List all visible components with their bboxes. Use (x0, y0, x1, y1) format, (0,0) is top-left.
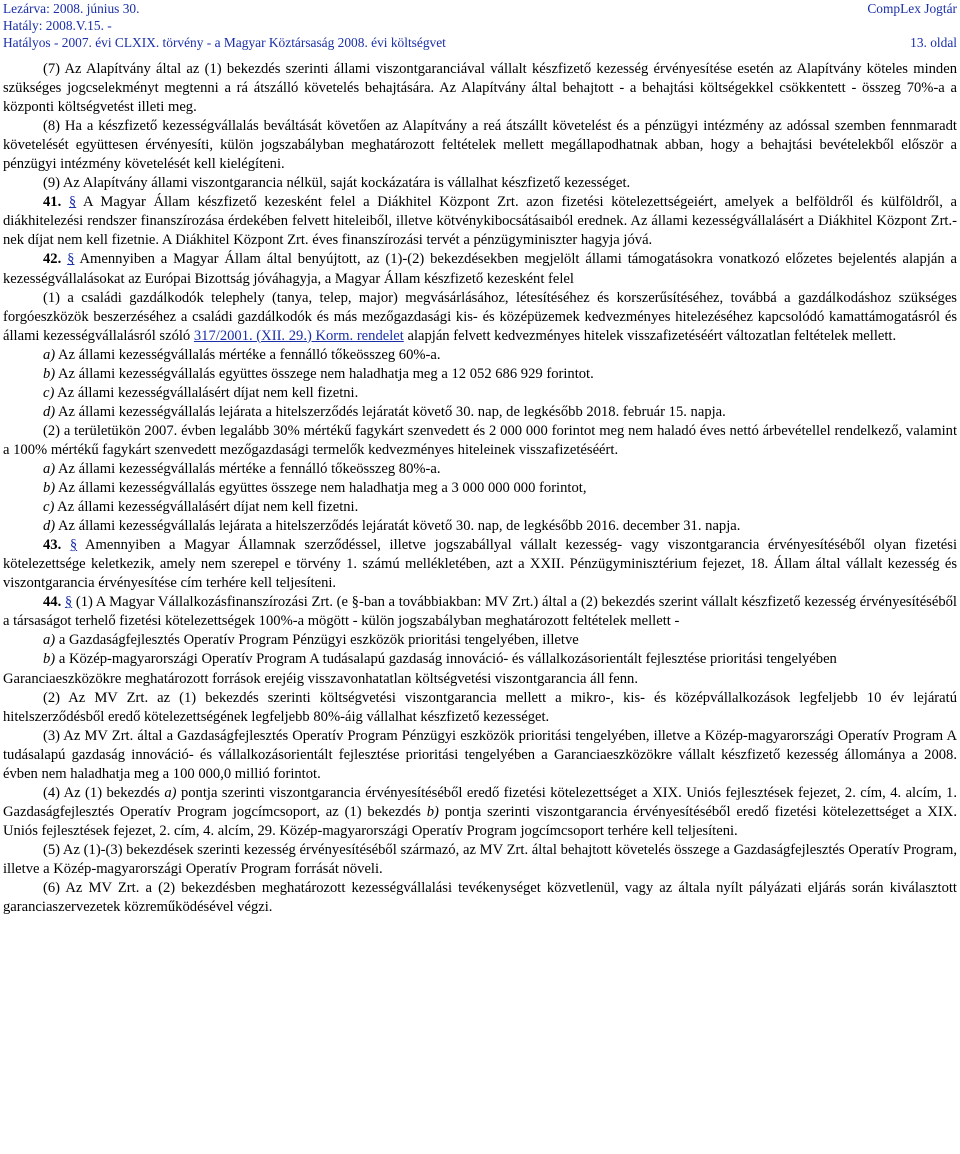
section-44-text: (1) A Magyar Vállalkozásfinanszírozási Zrt. (e §-ban a továbbiakban: MV Zrt.) által a (2) bekezdés szerint vállalt készfizető kezesség érvényesítéséből a társaságot terhelő fizetési kötelezettségek 100%-a mögött - külön jogszabályban meghatározott feltételek mellett - (3, 594, 957, 630)
section-42-text: Amennyiben a Magyar Állam által benyújtott, az (1)-(2) bekezdésekben megjelölt állami támogatásokra vonatkozó előzetes bejelentés alapján a kezességvállalásokat az Európai Bizottság jóváhagyja, a Magyar Állam készfizető kezesként felel (3, 251, 957, 287)
section-42-item-1-text-b: alapján felvett kedvezményes hitelek visszafizetéséért változatlan feltételek mellett. (403, 327, 897, 344)
act-title: Hatályos - 2007. évi CLXIX. törvény - a Magyar Köztársaság 2008. évi költségvet (3, 35, 446, 50)
section-44-paragraph-2: (2) Az MV Zrt. az (1) bekezdés szerinti költségvetési viszontgarancia mellett a mikro-, kis- és középvállalkozások legfeljebb 10 év lejáratú hitelszerződésből eredő kötelezettségének legfeljebb 80%-áig vállalhat készfizető kezességet. (3, 689, 957, 725)
section-42-item-1b (3, 365, 957, 384)
section-41-text: A Magyar Állam készfizető kezesként felel a Diákhitel Központ Zrt. azon fizetési kötelezettségeiért, amelyek a belföldről és külföldről, a diákhitelezési rendszer finanszírozása érdekében felvett hiteleiből, illetve kötvénykibocsátásaiból erednek. Az állami kezességvállalásért a Diákhitel Központ Zrt.-nek díjat nem kell fizetnie. A Diákhitel Központ Zrt. éves finanszírozási tervét a pénzügyminiszter hagyja jóvá. (3, 194, 957, 249)
document-body (3, 60, 957, 917)
point-text: Az állami kezességvállalás lejárata a hitelszerződés lejáratát követő 30. nap, de legkésőbb 2016. december 31. napja. (55, 518, 741, 535)
section-44-paragraph-5: (5) Az (1)-(3) bekezdések szerinti kezesség érvényesítéséből származó, az MV Zrt. által behajtott követelés összege a Gazdaságfejlesztés Operatív Program, illetve a Közép-magyarországi Operatív Program forrását növeli. (3, 841, 957, 877)
section-44 (3, 593, 957, 631)
point-label: a) (43, 460, 56, 477)
section-42-item-1 (3, 289, 957, 346)
section-41 (3, 193, 957, 250)
section-44-number: 44. (43, 594, 62, 611)
header-row-3 (3, 34, 957, 51)
section-42-item-2d (3, 517, 957, 536)
point-text: a Gazdaságfejlesztés Operatív Program Pénzügyi eszközök prioritási tengelyében, illetve (55, 632, 579, 649)
section-41-link[interactable]: § (68, 194, 77, 211)
paragraph-8: (8) Ha a készfizető kezességvállalás beváltását követően az Alapítvány a reá átszállt követelést és a pénzügyi intézmény az adóssal szemben fennmaradt követelését együttesen érvényesíti, külön jogszabályban meghatározott feltételek mellett megállapodhatnak abban, hogy a behajtási bevételekből először a pénzügyi intézmény követelését kell kielégíteni. (3, 118, 957, 173)
section-44-point-a (3, 631, 957, 650)
page-header (3, 0, 957, 51)
point-text: Az állami kezességvállalás együttes összege nem haladhatja meg a 12 052 686 929 forintot. (55, 365, 594, 382)
point-label: c) (43, 499, 55, 516)
section-42-item-2a (3, 460, 957, 479)
point-label: b) (43, 480, 56, 497)
p4-point-b: b) (426, 803, 439, 820)
publisher-name: CompLex Jogtár (867, 1, 957, 16)
section-42-item-2: (2) a területükön 2007. évben legalább 30% mértékű fagykárt szenvedett és 2 000 000 forintot meg nem haladó éves nettó árbevétellel rendelkező, valamint a 100% mértékű fagykárt szenvedett mezőgazdasági termelők kedvezményes hiteleinek visszafizetéséért. (3, 422, 957, 458)
point-text: Az állami kezességvállalás mértéke a fennálló tőkeösszeg 60%-a. (55, 346, 441, 363)
paragraph-7: (7) Az Alapítvány által az (1) bekezdés szerinti állami viszontgaranciával vállalt készfizető kezesség érvényesítése esetén az Alapítvány köteles minden szükséges jogcselekményt megtenni a rá átszálló követelés behajtására. Az Alapítvány által behajtott - a behajtási költségekkel csökkentett - összeg 70%-a a központi költségvetést illeti meg. (3, 61, 957, 116)
header-row-1 (3, 0, 957, 17)
section-43-link[interactable]: § (69, 537, 78, 554)
point-text: Az állami kezességvállalás mértéke a fennálló tőkeösszeg 80%-a. (55, 460, 441, 477)
decree-link[interactable]: 317/2001. (XII. 29.) Korm. rendelet (193, 327, 404, 344)
p4-text-b: pontja szerinti viszontgarancia érvényesítéséből eredő fizetési kötelezettséget a XIX. Uniós fejlesztések fejezet, 2. cím, 4. alcím, 1. Gazdaságfejlesztés Operatív Program jogcímcsoport, az (1) bekezdés (3, 784, 957, 820)
point-label: a) (43, 632, 56, 649)
section-42-item-1c (3, 384, 957, 403)
paragraph-9: (9) Az Alapítvány állami viszontgarancia nélkül, saját kockázatára is vállalhat készfizető kezességet. (43, 175, 631, 192)
section-42-item-2c (3, 498, 957, 517)
p4-point-a: a) (164, 784, 177, 801)
section-43-text: Amennyiben a Magyar Államnak szerződéssel, illetve jogszabállyal vállalt kezesség- vagy viszontgarancia érvényesítéséből olyan fizetési kötelezettsége keletkezik, amely nem szerepel e törvény 1. számú mellékletében, azt a XXII. Pénzügyminisztérium fejezet, 18. Állam által vállalt kezesség és viszontgarancia érvényesítése cím terhére kell teljesíteni. (3, 537, 957, 592)
section-44-paragraph-6: (6) Az MV Zrt. a (2) bekezdésben meghatározott kezességvállalási tevékenységet közvetlenül, vagy az általa nyílt pályázati eljárás során kiválasztott garanciaszervezetek közreműködésével végzi. (3, 880, 957, 916)
effective-date: Hatály: 2008.V.15. - (3, 18, 112, 33)
point-text: Az állami kezességvállalásért díjat nem kell fizetni. (54, 384, 359, 401)
point-text: a Közép-magyarországi Operatív Program A tudásalapú gazdaság innováció- és vállalkozásorientált fejlesztése prioritási tengelyében (55, 651, 837, 668)
section-42-item-1a (3, 346, 957, 365)
p4-text-c: pontja szerinti viszontgarancia érvényesítéséből eredő fizetési kötelezettséget a XIX. Uniós fejlesztések fejezet, 2. cím, 4. alcím, 29. Közép-magyarországi Operatív Program jogcímcsoport terhére kell teljesíteni. (3, 803, 957, 839)
section-42-item-1d (3, 403, 957, 422)
point-label: d) (43, 403, 56, 420)
point-label: a) (43, 346, 56, 363)
closing-date: Lezárva: 2008. június 30. (3, 1, 140, 16)
point-label: b) (43, 365, 56, 382)
point-label: d) (43, 518, 56, 535)
section-43-number: 43. (43, 537, 62, 554)
section-42-number: 42. (43, 251, 62, 268)
point-text: Az állami kezességvállalásért díjat nem kell fizetni. (54, 499, 359, 516)
section-44-paragraph-3: (3) Az MV Zrt. által a Gazdaságfejlesztés Operatív Program Pénzügyi eszközök prioritási tengelyében, illetve a Közép-magyarországi Operatív Program A tudásalapú gazdaság innováció- és vállalkozásorientált fejlesztése prioritási tengelyében a Garanciaeszközökre vállalt készfizető kezesség állománya a 2008. évben nem haladhatja meg a 100 000,0 millió forintot. (3, 727, 957, 782)
section-42-item-1-text-a: (1) a családi gazdálkodók telephely (tanya, telep, major) megvásárlásához, létesítéséhez és korszerűsítéséhez, továbbá a gazdálkodáshoz szükséges forgóeszközök beszerzéséhez a családi gazdálkodók és más mezőgazdasági kis- és középüzemek kedvezményes hitelezéséhez kapcsolódó kamattámogatásról és állami kezességvállalásról szóló (3, 289, 957, 344)
point-text: Az állami kezességvállalás lejárata a hitelszerződés lejáratát követő 30. nap, de legkésőbb 2018. február 15. napja. (55, 403, 726, 420)
point-text: Az állami kezességvállalás együttes összege nem haladhatja meg a 3 000 000 000 forintot, (55, 480, 587, 497)
section-41-number: 41. (43, 194, 62, 211)
section-42 (3, 250, 957, 288)
point-label: b) (43, 651, 56, 668)
point-label: c) (43, 384, 55, 401)
section-44-point-b (3, 650, 957, 669)
page-number: 13. oldal (910, 35, 957, 50)
section-42-item-2b (3, 479, 957, 498)
section-44-link[interactable]: § (64, 594, 73, 611)
section-44-paragraph-4 (3, 784, 957, 841)
section-43 (3, 536, 957, 593)
section-42-link[interactable]: § (67, 251, 75, 268)
p4-text-a: (4) Az (1) bekezdés (43, 784, 165, 801)
header-row-2 (3, 17, 957, 34)
section-44-tail: Garanciaeszközökre meghatározott források erejéig visszavonhatatlan költségvetési viszontgarancia áll fenn. (3, 670, 638, 687)
